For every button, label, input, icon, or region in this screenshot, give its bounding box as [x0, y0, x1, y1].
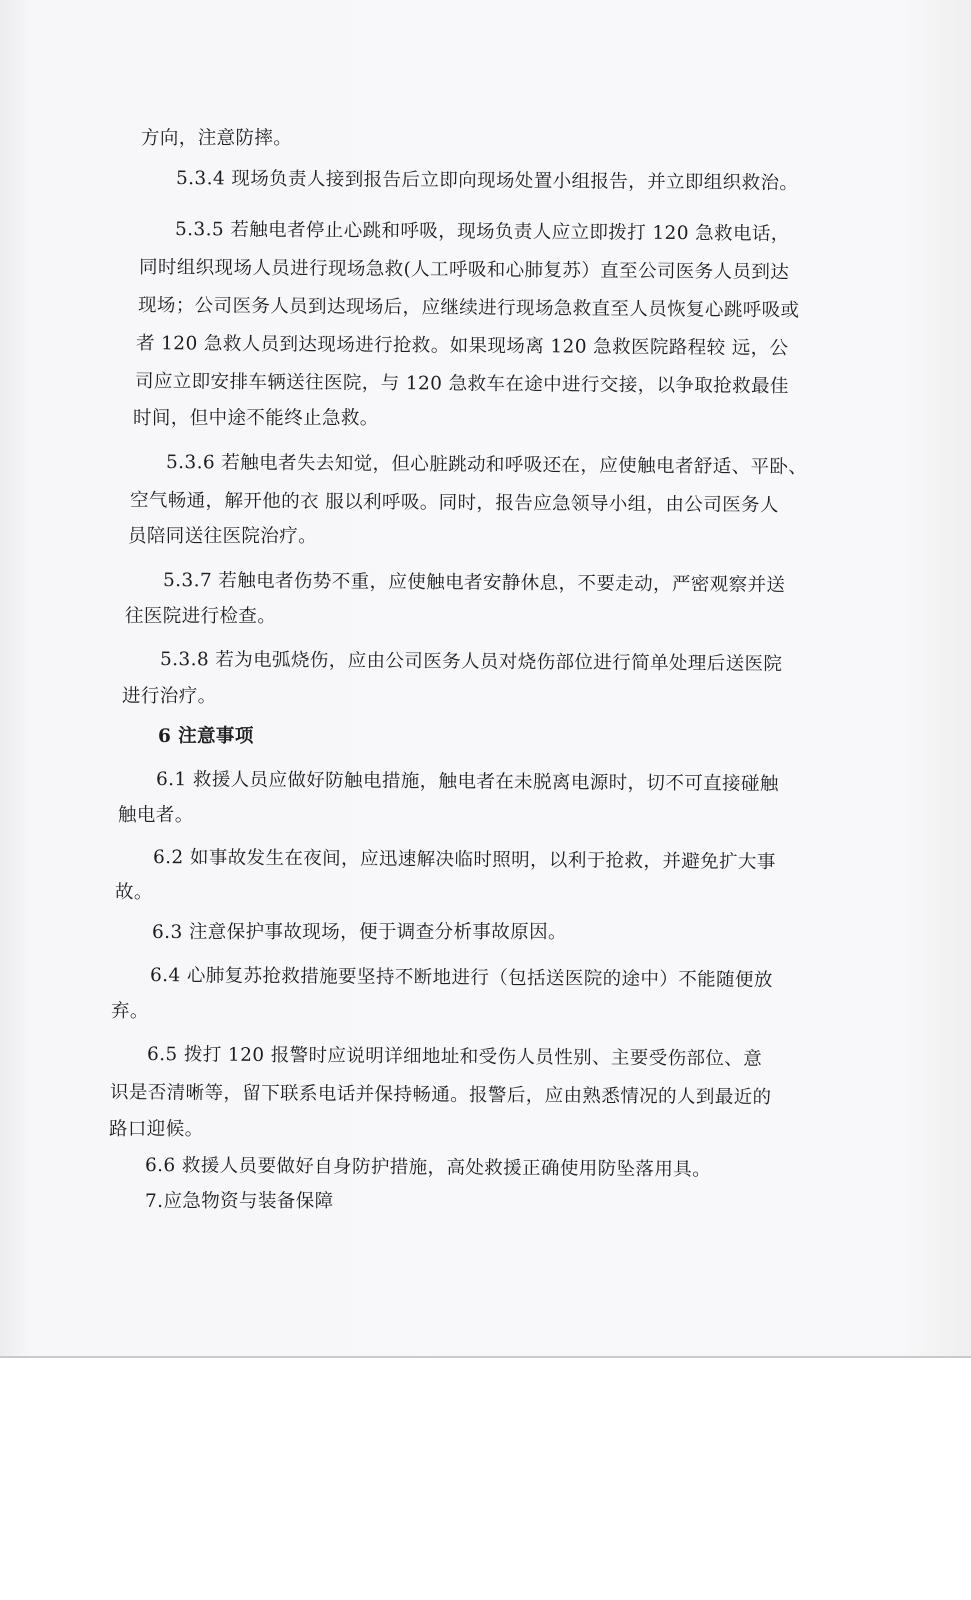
text-line: 6.1 救援人员应做好防触电措施，触电者在未脱离电源时，切不可直接碰触 — [155, 769, 779, 795]
text-line: 5.3.5 若触电者停止心跳和呼吸，现场负责人应立即拨打 120 急救电话， — [174, 219, 790, 245]
text-line: 故。 — [115, 882, 153, 903]
sheet-bottom-edge — [0, 1356, 971, 1358]
text-line: 6.3 注意保护事故现场，便于调查分析事故原因。 — [152, 922, 567, 943]
text-line: 进行治疗。 — [122, 686, 217, 707]
text-line: 方向，注意防摔。 — [141, 128, 293, 149]
text-line: 识是否清晰等，留下联系电话并保持畅通。报警后，应由熟悉情况的人到最近的 — [109, 1082, 772, 1109]
text-line: 司应立即安排车辆送往医院，与 120 急救车在途中进行交接，以争取抢救最佳 — [134, 371, 789, 398]
text-line: 6.4 心肺复苏抢救措施要坚持不断地进行（包括送医院的途中）不能随便放 — [149, 965, 773, 991]
text-line: 触电者。 — [118, 805, 194, 826]
text-line: 5.3.8 若为电弧烧伤，应由公司医务人员对烧伤部位进行简单处理后送医院 — [159, 649, 783, 675]
text-line: 6.6 救援人员要做好自身防护措施，高处救援正确使用防坠落用具。 — [144, 1155, 712, 1181]
section-heading: 6 注意事项 — [158, 726, 254, 747]
text-line: 同时组织现场人员进行现场急救(人工呼吸和心肺复苏）直至公司医务人员到达 — [138, 257, 790, 284]
text-line: 5.3.7 若触电者伤势不重，应使触电者安静休息，不要走动，严密观察并送 — [162, 570, 786, 596]
text-line: 弃。 — [111, 1001, 149, 1022]
text-line: 5.3.6 若触电者失去知觉，但心脏跳动和呼吸还在，应使触电者舒适、平卧、 — [165, 452, 808, 479]
text-line: 6.5 拨打 120 报警时应说明详细地址和受伤人员性别、主要受伤部位、意 — [146, 1044, 763, 1070]
text-line: 路口迎候。 — [109, 1119, 204, 1140]
text-line: 者 120 急救人员到达现场进行抢救。如果现场离 120 急救医院路程较 远，公 — [135, 333, 789, 360]
text-line: 空气畅通，解开他的衣 服以利呼吸。同时，报告应急领导小组，由公司医务人 — [129, 490, 779, 517]
text-line: 时间，但中途不能终止急救。 — [133, 408, 379, 429]
text-line: 6.2 如事故发生在夜间，应迅速解决临时照明，以利于抢救，并避免扩大事 — [152, 847, 776, 873]
section-heading: 7.应急物资与装备保障 — [145, 1191, 334, 1212]
text-line: 员陪同送往医院治疗。 — [128, 526, 318, 547]
text-line: 往医院进行检查。 — [125, 606, 277, 627]
text-line: 现场；公司医务人员到达现场后，应继续进行现场急救直至人员恢复心跳呼吸或 — [137, 295, 800, 322]
text-line: 5.3.4 现场负责人接到报告后立即向现场处置小组报告，并立即组织救治。 — [175, 168, 799, 194]
